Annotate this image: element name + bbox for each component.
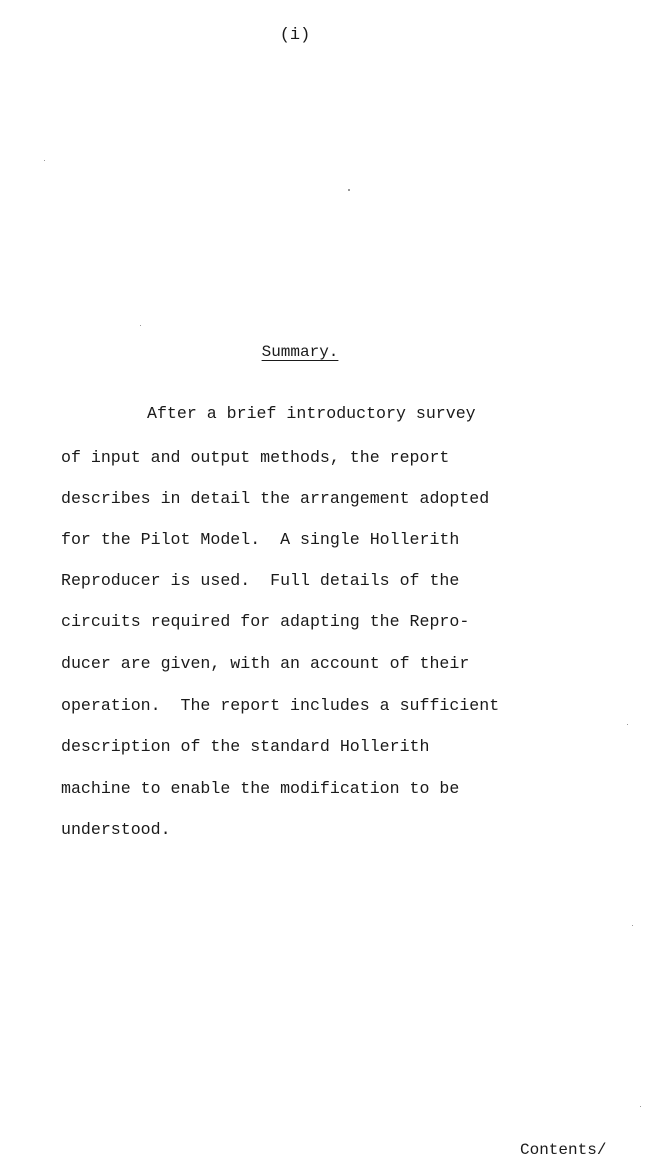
summary-line: After a brief introductory survey xyxy=(147,404,476,423)
page-number: (i) xyxy=(279,26,311,45)
summary-line: circuits required for adapting the Repro- xyxy=(61,612,470,631)
summary-line: machine to enable the modification to be xyxy=(61,779,460,798)
summary-line: operation. The report includes a sufficient xyxy=(61,696,500,715)
summary-line: ducer are given, with an account of their xyxy=(61,654,470,673)
summary-line: of input and output methods, the report xyxy=(61,448,450,467)
summary-heading: Summary. xyxy=(261,343,339,361)
summary-line: for the Pilot Model. A single Hollerith xyxy=(61,530,460,549)
scan-speck xyxy=(140,325,141,326)
scan-speck xyxy=(640,1106,641,1107)
scan-speck xyxy=(632,925,633,926)
catchword: Contents/ xyxy=(520,1141,607,1159)
summary-line: description of the standard Hollerith xyxy=(61,737,430,756)
summary-line: Reproducer is used. Full details of the xyxy=(61,571,460,590)
summary-line: describes in detail the arrangement adopted xyxy=(61,489,490,508)
scan-speck xyxy=(44,160,45,161)
scan-speck xyxy=(627,724,628,725)
scan-speck xyxy=(348,189,350,191)
summary-line: understood. xyxy=(61,820,171,839)
